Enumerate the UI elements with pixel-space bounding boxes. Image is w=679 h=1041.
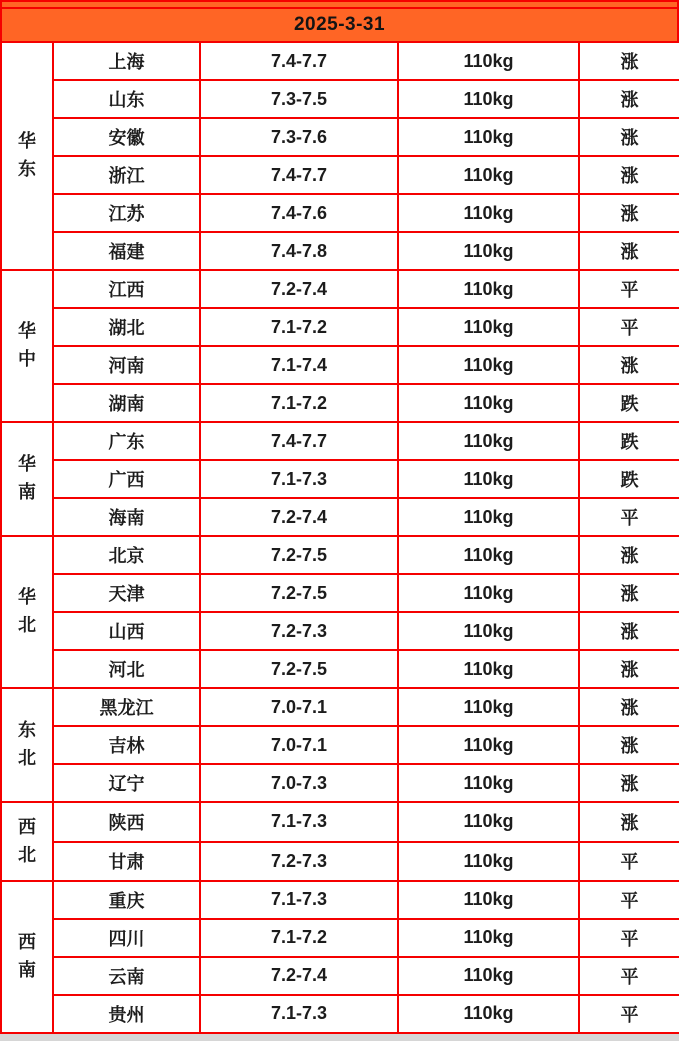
price-range-cell: 7.1-7.3	[200, 460, 398, 498]
price-range-cell: 7.2-7.3	[200, 842, 398, 881]
province-cell: 山西	[53, 612, 200, 650]
weight-cell: 110kg	[398, 650, 579, 688]
table-row	[1, 842, 679, 881]
trend-cell: 涨	[579, 574, 679, 612]
trend-cell: 涨	[579, 80, 679, 118]
price-range-cell: 7.1-7.3	[200, 995, 398, 1033]
trend-cell: 涨	[579, 764, 679, 802]
trend-cell: 涨	[579, 42, 679, 80]
date-header	[0, 9, 679, 41]
weight-cell: 110kg	[398, 80, 579, 118]
region-cell: 西 南	[1, 881, 53, 1033]
trend-cell: 涨	[579, 688, 679, 726]
weight-cell: 110kg	[398, 42, 579, 80]
trend-cell: 平	[579, 498, 679, 536]
table-row	[1, 232, 679, 270]
region-cell: 东 北	[1, 688, 53, 802]
price-range-cell: 7.4-7.6	[200, 194, 398, 232]
trend-cell: 平	[579, 308, 679, 346]
province-cell: 河北	[53, 650, 200, 688]
province-cell: 海南	[53, 498, 200, 536]
province-cell: 湖北	[53, 308, 200, 346]
trend-cell: 涨	[579, 156, 679, 194]
weight-cell: 110kg	[398, 995, 579, 1033]
weight-cell: 110kg	[398, 536, 579, 574]
price-range-cell: 7.2-7.3	[200, 612, 398, 650]
province-cell: 甘肃	[53, 842, 200, 881]
price-table-body	[1, 42, 679, 1033]
weight-cell: 110kg	[398, 574, 579, 612]
province-cell: 江西	[53, 270, 200, 308]
price-range-cell: 7.2-7.5	[200, 650, 398, 688]
table-row	[1, 384, 679, 422]
weight-cell: 110kg	[398, 308, 579, 346]
table-row	[1, 957, 679, 995]
province-cell: 贵州	[53, 995, 200, 1033]
price-range-cell: 7.2-7.4	[200, 270, 398, 308]
province-cell: 吉林	[53, 726, 200, 764]
weight-cell: 110kg	[398, 764, 579, 802]
region-cell: 华 南	[1, 422, 53, 536]
table-row	[1, 802, 679, 841]
weight-cell: 110kg	[398, 842, 579, 881]
trend-cell: 跌	[579, 384, 679, 422]
province-cell: 陕西	[53, 802, 200, 841]
province-cell: 黑龙江	[53, 688, 200, 726]
trend-cell: 涨	[579, 194, 679, 232]
trend-cell: 平	[579, 270, 679, 308]
price-range-cell: 7.2-7.4	[200, 957, 398, 995]
table-row	[1, 574, 679, 612]
weight-cell: 110kg	[398, 346, 579, 384]
price-table	[0, 41, 679, 1034]
top-accent-strip	[0, 0, 679, 9]
table-row	[1, 270, 679, 308]
price-range-cell: 7.3-7.6	[200, 118, 398, 156]
weight-cell: 110kg	[398, 118, 579, 156]
trend-cell: 平	[579, 881, 679, 919]
trend-cell: 涨	[579, 612, 679, 650]
trend-cell: 平	[579, 842, 679, 881]
province-cell: 河南	[53, 346, 200, 384]
table-row	[1, 460, 679, 498]
price-range-cell: 7.4-7.7	[200, 42, 398, 80]
price-range-cell: 7.1-7.3	[200, 802, 398, 841]
table-row	[1, 422, 679, 460]
trend-cell: 涨	[579, 346, 679, 384]
weight-cell: 110kg	[398, 688, 579, 726]
weight-cell: 110kg	[398, 919, 579, 957]
price-range-cell: 7.2-7.4	[200, 498, 398, 536]
region-cell: 西 北	[1, 802, 53, 880]
trend-cell: 涨	[579, 536, 679, 574]
price-range-cell: 7.0-7.1	[200, 726, 398, 764]
province-cell: 云南	[53, 957, 200, 995]
province-cell: 重庆	[53, 881, 200, 919]
price-range-cell: 7.0-7.1	[200, 688, 398, 726]
province-cell: 浙江	[53, 156, 200, 194]
table-row	[1, 612, 679, 650]
province-cell: 山东	[53, 80, 200, 118]
table-row	[1, 118, 679, 156]
price-range-cell: 7.1-7.2	[200, 919, 398, 957]
weight-cell: 110kg	[398, 726, 579, 764]
bottom-strip	[0, 1034, 679, 1041]
table-row	[1, 919, 679, 957]
weight-cell: 110kg	[398, 422, 579, 460]
province-cell: 福建	[53, 232, 200, 270]
price-range-cell: 7.0-7.3	[200, 764, 398, 802]
province-cell: 天津	[53, 574, 200, 612]
region-cell: 华 中	[1, 270, 53, 422]
date-label: 2025-3-31	[293, 14, 386, 35]
weight-cell: 110kg	[398, 802, 579, 841]
trend-cell: 平	[579, 995, 679, 1033]
table-row	[1, 498, 679, 536]
weight-cell: 110kg	[398, 612, 579, 650]
table-row	[1, 346, 679, 384]
table-row	[1, 650, 679, 688]
trend-cell: 涨	[579, 118, 679, 156]
price-range-cell: 7.1-7.4	[200, 346, 398, 384]
table-row	[1, 995, 679, 1033]
table-row	[1, 688, 679, 726]
price-range-cell: 7.2-7.5	[200, 574, 398, 612]
trend-cell: 涨	[579, 726, 679, 764]
price-range-cell: 7.4-7.8	[200, 232, 398, 270]
weight-cell: 110kg	[398, 270, 579, 308]
table-row	[1, 156, 679, 194]
table-row	[1, 194, 679, 232]
weight-cell: 110kg	[398, 957, 579, 995]
weight-cell: 110kg	[398, 498, 579, 536]
province-cell: 四川	[53, 919, 200, 957]
trend-cell: 涨	[579, 650, 679, 688]
table-row	[1, 764, 679, 802]
trend-cell: 平	[579, 957, 679, 995]
region-cell: 华 北	[1, 536, 53, 688]
price-range-cell: 7.4-7.7	[200, 156, 398, 194]
province-cell: 广东	[53, 422, 200, 460]
weight-cell: 110kg	[398, 460, 579, 498]
province-cell: 湖南	[53, 384, 200, 422]
weight-cell: 110kg	[398, 156, 579, 194]
weight-cell: 110kg	[398, 881, 579, 919]
price-range-cell: 7.1-7.3	[200, 881, 398, 919]
region-cell: 华 东	[1, 42, 53, 270]
table-row	[1, 42, 679, 80]
price-range-cell: 7.3-7.5	[200, 80, 398, 118]
price-range-cell: 7.4-7.7	[200, 422, 398, 460]
trend-cell: 涨	[579, 232, 679, 270]
weight-cell: 110kg	[398, 384, 579, 422]
table-row	[1, 308, 679, 346]
table-row	[1, 80, 679, 118]
province-cell: 安徽	[53, 118, 200, 156]
trend-cell: 涨	[579, 802, 679, 841]
price-range-cell: 7.2-7.5	[200, 536, 398, 574]
table-row	[1, 536, 679, 574]
price-range-cell: 7.1-7.2	[200, 308, 398, 346]
province-cell: 江苏	[53, 194, 200, 232]
weight-cell: 110kg	[398, 232, 579, 270]
trend-cell: 跌	[579, 422, 679, 460]
price-range-cell: 7.1-7.2	[200, 384, 398, 422]
trend-cell: 平	[579, 919, 679, 957]
table-row	[1, 726, 679, 764]
province-cell: 上海	[53, 42, 200, 80]
province-cell: 辽宁	[53, 764, 200, 802]
province-cell: 广西	[53, 460, 200, 498]
trend-cell: 跌	[579, 460, 679, 498]
table-row	[1, 881, 679, 919]
province-cell: 北京	[53, 536, 200, 574]
weight-cell: 110kg	[398, 194, 579, 232]
